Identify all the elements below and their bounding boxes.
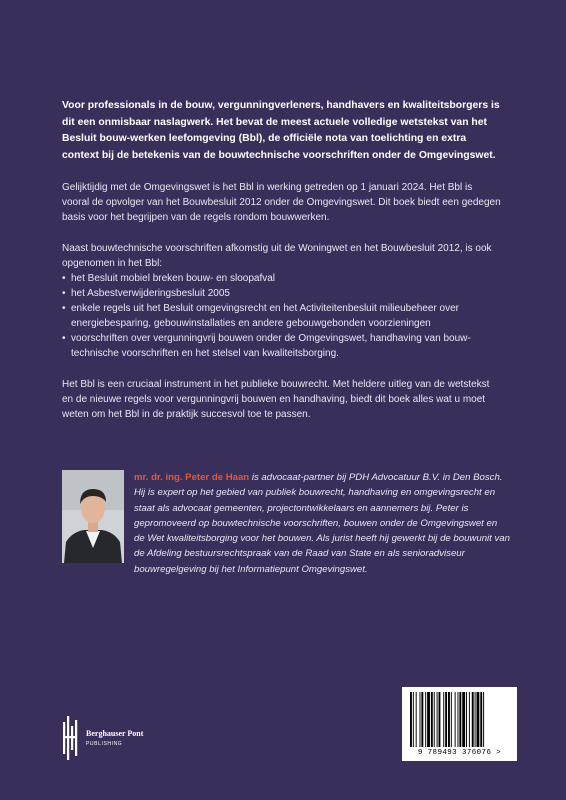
- publisher-name: Berghauser Pont: [86, 729, 144, 738]
- barcode-bar: [420, 692, 421, 747]
- author-name: mr. dr. ing. Peter de Haan: [134, 472, 250, 483]
- barcode-bar: [413, 692, 414, 747]
- contents-list: [62, 271, 502, 361]
- barcode-bar: [443, 692, 444, 747]
- barcode-bar: [480, 692, 482, 747]
- barcode-bar: [416, 692, 417, 747]
- lead-paragraph: Voor professionals in de bouw, vergunningverleners, handhavers en kwaliteitsborgers is dit een onmisbaar naslagwerk. Het bevat de meest actuele volledige wetstekst van het Besluit bouw-werken leefomgeving (Bbl), de officiële nota van toelichting en extra context bij de betekenis van de bouwtechnische voorschriften onder de Omgevingswet.: [62, 100, 500, 161]
- contents-intro-paragraph: Naast bouwtechnische voorschriften afkomstig uit de Woningwet en het Bouwbesluit 2012, is ook opgenomen in het Bbl:: [62, 243, 492, 269]
- publisher-subtitle: PUBLISHING: [86, 741, 123, 747]
- back-cover-blurb: [62, 98, 502, 438]
- barcode-bar: [469, 692, 470, 747]
- author-bio: [134, 470, 510, 577]
- barcode-bar: [472, 692, 474, 747]
- barcode-bar: [466, 692, 467, 747]
- publisher-logo: [62, 712, 182, 762]
- barcode-bar: [437, 692, 438, 747]
- bullet-icon: •: [62, 273, 66, 284]
- bullet-icon: •: [62, 288, 66, 299]
- barcode-bar: [445, 692, 447, 747]
- barcode-bar: [462, 692, 465, 747]
- barcode-bar: [483, 692, 484, 747]
- bullet-icon: •: [62, 303, 66, 314]
- barcode-bar: [451, 692, 452, 747]
- barcode-bar: [455, 692, 456, 747]
- list-item: • voorschriften over vergunningvrij bouwen onder de Omgevingswet, handhaving van bouw-technische voorschriften en het stelsel van kwaliteitsborging.: [62, 333, 471, 359]
- barcode-bar: [427, 692, 430, 747]
- closing-paragraph: Het Bbl is een cruciaal instrument in het publieke bouwrecht. Met heldere uitleg van de wetstekst en de nieuwe regels voor vergunningvrij bouwen en handhaving, biedt dit boek alles wat u moet weten om het Bbl in de praktijk succesvol toe te passen.: [62, 379, 490, 420]
- barcode-bars: [402, 687, 517, 749]
- intro-paragraph: Gelijktijdig met de Omgevingswet is het Bbl in werking getreden op 1 januari 2024. Het Bbl is vooral de opvolger van het Bouwbesluit 2012 onder de Omgevingswet. Dit boek biedt een gedegen basis voor het begrijpen van de regels rondom bouwwerken.: [62, 182, 501, 223]
- berghauser-pont-logo-icon: [62, 712, 82, 762]
- list-item: • het Besluit mobiel breken bouw- en sloopafval: [62, 273, 276, 284]
- barcode-bar: [434, 692, 435, 747]
- barcode-bar: [425, 692, 426, 747]
- barcode-bar: [477, 692, 480, 747]
- author-photo: [62, 470, 124, 563]
- barcode-bar: [439, 692, 441, 747]
- barcode-bar: [458, 692, 459, 747]
- barcode-bar: [421, 692, 423, 747]
- barcode-bar: [431, 692, 433, 747]
- barcode-bar: [410, 692, 412, 747]
- isbn-number: 9 789493 376076 >: [417, 749, 502, 757]
- list-item: • het Asbestverwijderingsbesluit 2005: [62, 288, 230, 299]
- isbn-barcode: [402, 687, 517, 761]
- bullet-icon: •: [62, 333, 66, 344]
- barcode-bar: [475, 692, 476, 747]
- author-bio-text: is advocaat-partner bij PDH Advocatuur B.V. in Den Bosch. Hij is expert op het gebied van publiek bouwrecht, handhaving en omgevingsrecht en staat als advocaat gemeenten, projectontwikkelaars en aannemers bij. Peter is gepromoveerd op bouwtechnische voorschriften, bouwen onder de Omgevingswet en de Wet kwaliteitsborging voor het bouwen. Als jurist heeft hij gewerkt bij de bouwunit van de Afdeling bestuursrechtspraak van de Raad van State en als senioradviseur bouwregelgeving bij het Informatiepunt Omgevingswet.: [134, 472, 510, 575]
- barcode-bar: [459, 692, 461, 747]
- barcode-bar: [448, 692, 450, 747]
- list-item: • enkele regels uit het Besluit omgevingsrecht en het Activiteitenbesluit milieubeheer over energiebesparing, gebouwinstallaties en andere gebouwgebonden voorzieningen: [62, 303, 459, 329]
